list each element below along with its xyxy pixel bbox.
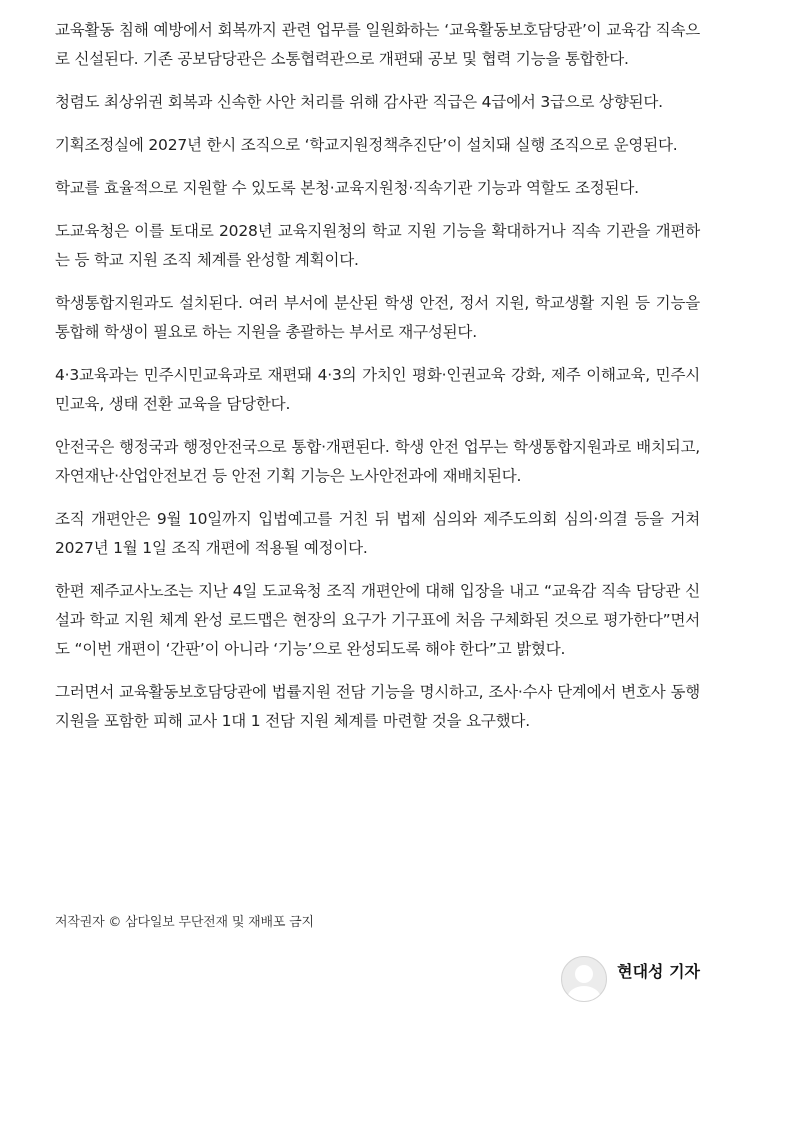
article-paragraph-11: 그러면서 교육활동보호담당관에 법률지원 전담 기능을 명시하고, 조사·수사 단계에서 변호사 동행 지원을 포함한 피해 교사 1대 1 전담 지원 체계를 마련할 것을 요구했다. (55, 683, 700, 730)
avatar-shoulders-shape (567, 986, 601, 1002)
article-paragraph-9: 조직 개편안은 9월 10일까지 입법예고를 거친 뒤 법제 심의와 제주도의회 심의·의결 등을 거쳐 2027년 1월 1일 조직 개편에 적용될 예정이다. (55, 510, 700, 557)
article-paragraph-5: 도교육청은 이를 토대로 2028년 교육지원청의 학교 지원 기능을 확대하거나 직속 기관을 개편하는 등 학교 지원 조직 체계를 완성할 계획이다. (55, 222, 700, 269)
article-paragraph-3: 기획조정실에 2027년 한시 조직으로 ‘학교지원정책추진단’이 설치돼 실행 조직으로 운영된다. (55, 136, 678, 154)
avatar-head-shape (575, 965, 593, 983)
article-body (55, 16, 700, 750)
article-paragraph-4: 학교를 효율적으로 지원할 수 있도록 본청·교육지원청·직속기관 기능과 역할도 조정된다. (55, 179, 639, 197)
article-paragraph-7: 4·3교육과는 민주시민교육과로 재편돼 4·3의 가치인 평화·인권교육 강화, 제주 이해교육, 민주시민교육, 생태 전환 교육을 담당한다. (55, 366, 700, 413)
reporter-byline[interactable] (561, 956, 700, 1002)
user-avatar-icon[interactable] (561, 956, 607, 1002)
article-paragraph-8: 안전국은 행정국과 행정안전국으로 통합·개편된다. 학생 안전 업무는 학생통합지원과로 배치되고, 자연재난·산업안전보건 등 안전 기획 기능은 노사안전과에 재배치된다. (55, 438, 700, 485)
reporter-name[interactable]: 현대성 기자 (617, 962, 700, 981)
article-paragraph-6: 학생통합지원과도 설치된다. 여러 부서에 분산된 학생 안전, 정서 지원, 학교생활 지원 등 기능을 통합해 학생이 필요로 하는 지원을 총괄하는 부서로 재구성된다. (55, 294, 700, 341)
article-paragraph-10: 한편 제주교사노조는 지난 4일 도교육청 조직 개편안에 대해 입장을 내고 “교육감 직속 담당관 신설과 학교 지원 체계 완성 로드맵은 현장의 요구가 기구표에 처음 구체화된 것으로 평가한다”면서도 “이번 개편이 ‘간판’이 아니라 ‘기능’으로 완성되도록 해야 한다”고 밝혔다. (55, 582, 700, 658)
copyright-notice: 저작권자 © 삼다일보 무단전재 및 재배포 금지 (55, 915, 314, 930)
article-paragraph-1: 교육활동 침해 예방에서 회복까지 관련 업무를 일원화하는 ‘교육활동보호담당관’이 교육감 직속으로 신설된다. 기존 공보담당관은 소통협력관으로 개편돼 공보 및 협력 기능을 통합한다. (55, 21, 700, 68)
article-paragraph-2: 청렴도 최상위권 회복과 신속한 사안 처리를 위해 감사관 직급은 4급에서 3급으로 상향된다. (55, 93, 663, 111)
